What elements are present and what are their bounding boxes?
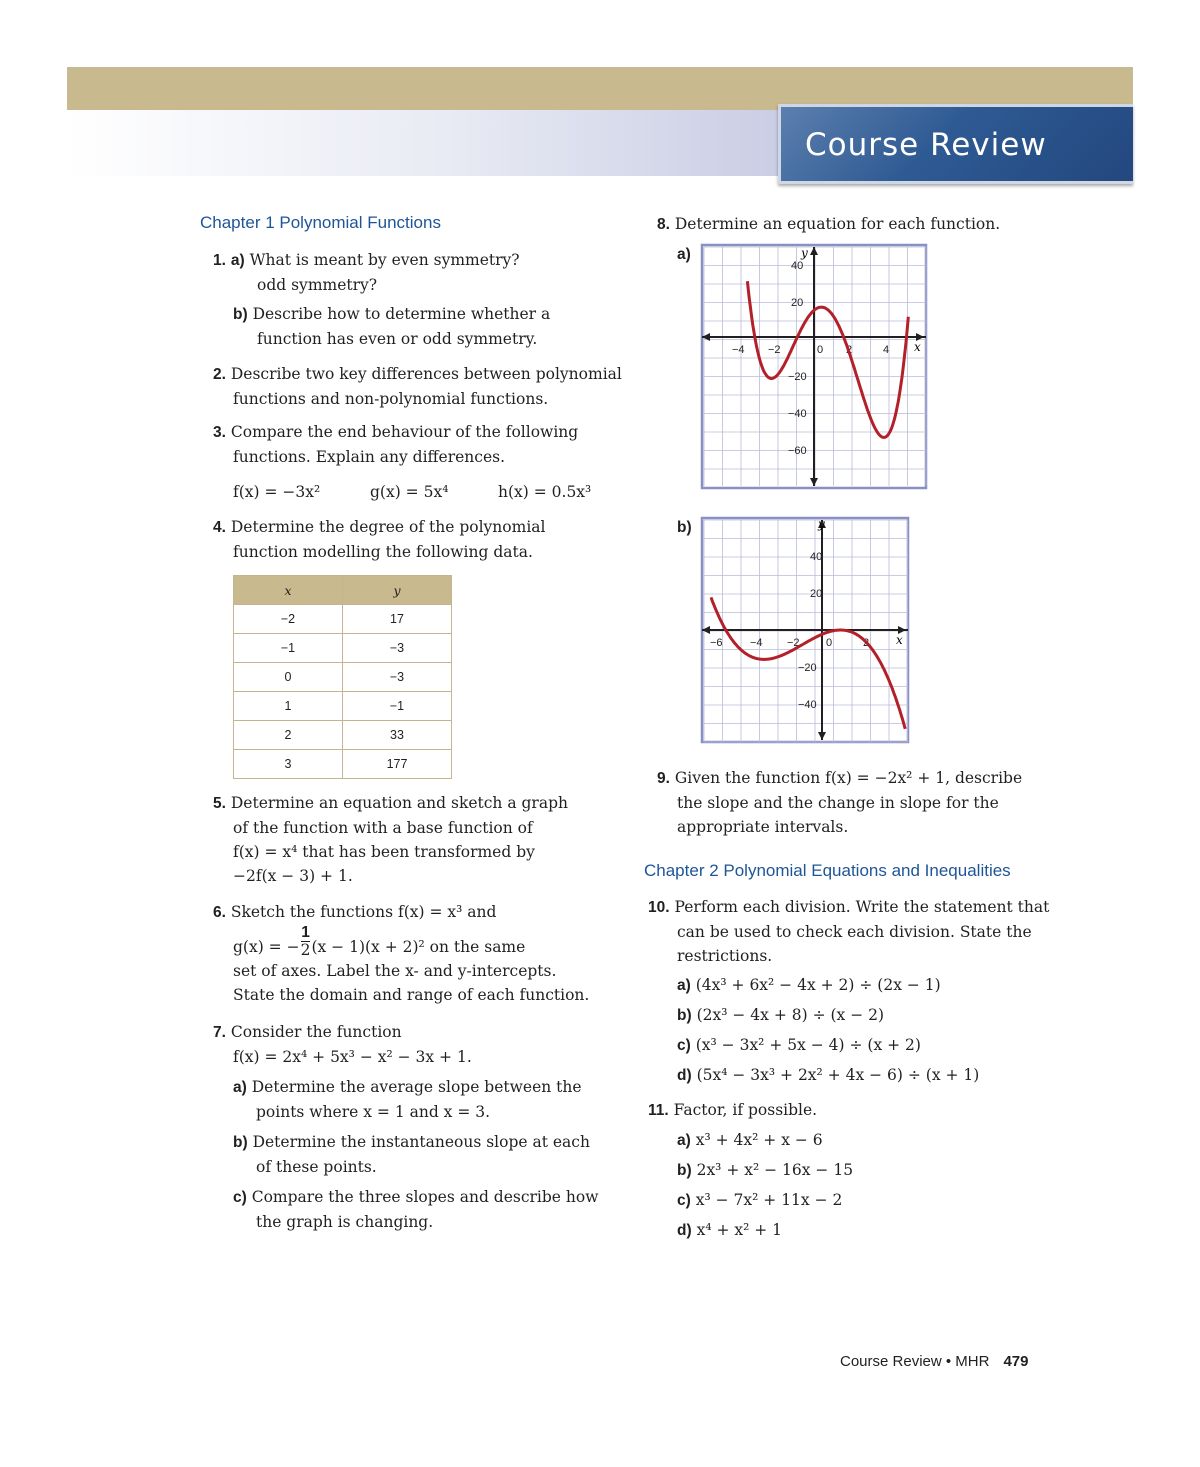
question-7: 7. Consider the function f(x) = 2x⁴ + 5x³ − x² − 3x + 1. a) Determine the average slope between the points where x = 1 and x = 3. b) Determine the instantaneous slope at each of these points. c) Compare the three slopes and describe how the graph is changing.	[213, 1023, 599, 1231]
table-cell: −2	[234, 605, 343, 634]
gb-xtick: 0	[826, 637, 833, 649]
q3-f: f(x) = −3x²	[233, 483, 321, 501]
ga-ytick: 20	[791, 297, 804, 309]
table-row	[234, 634, 452, 663]
table-cell: 2	[234, 721, 343, 750]
table-row	[234, 663, 452, 692]
page-number: 479	[1003, 1353, 1029, 1370]
gb-ytick: −20	[798, 662, 817, 674]
graph-a	[700, 243, 928, 490]
gb-xtick: −4	[750, 637, 763, 649]
table-header-row	[234, 576, 452, 605]
table-row	[234, 692, 452, 721]
table-cell: 33	[343, 721, 452, 750]
ga-ytick: 40	[791, 260, 804, 272]
table-cell: −1	[343, 692, 452, 721]
ga-xtick: −2	[768, 344, 781, 356]
table-cell: 177	[343, 750, 452, 779]
ga-ytick: −60	[788, 445, 807, 457]
course-review-banner	[778, 104, 1133, 184]
gb-xtick: 2	[863, 637, 870, 649]
page-footer	[840, 1353, 1028, 1370]
q8-a-label: a)	[677, 246, 691, 263]
ga-xtick: 0	[817, 344, 824, 356]
q3-h: h(x) = 0.5x³	[498, 483, 592, 501]
table-cell: 3	[234, 750, 343, 779]
chapter2-heading: Chapter 2 Polynomial Equations and Inequalities	[644, 861, 1011, 880]
q8-b-label: b)	[677, 519, 692, 536]
ga-xtick: 2	[846, 344, 853, 356]
gb-x-label: x	[896, 633, 903, 647]
question-2: 2. Describe two key differences between polynomial functions and non-polynomial functions.	[213, 365, 622, 408]
gb-ytick: 40	[810, 551, 823, 563]
chapter1-heading: Chapter 1 Polynomial Functions	[200, 213, 441, 232]
question-1: 1. a) What is meant by even symmetry? odd symmetry? b) Describe how to determine whether a function has even or odd symmetry.	[213, 251, 551, 348]
ga-ytick: −20	[788, 371, 807, 383]
data-table	[233, 575, 452, 779]
ga-xtick: −4	[732, 344, 745, 356]
ga-y-label: y	[801, 246, 808, 260]
ga-xtick: 4	[883, 344, 890, 356]
question-10: 10. Perform each division. Write the statement that can be used to check each division. State the restrictions. a) (4x³ + 6x² − 4x + 2) ÷ (2x − 1) b) (2x³ − 4x + 8) ÷ (x − 2) c) (x³ − 3x² + 5x − 4) ÷ (x + 2) d) (5x⁴ − 3x³ + 2x² + 4x − 6) ÷ (x + 1)	[648, 898, 1050, 1084]
ga-x-label: x	[914, 340, 921, 354]
q3-g: g(x) = 5x⁴	[370, 483, 449, 501]
page-title: Course Review	[805, 127, 1047, 163]
footer-text: Course Review • MHR	[840, 1353, 990, 1370]
gb-xtick: −6	[710, 637, 723, 649]
table-header-x: x	[234, 576, 343, 605]
question-6: 6. Sketch the functions f(x) = x³ and g(x) = − $\frac{1}{2}$ (x − 1)(x + 2)² on the same set of axes. Label the x- and y-intercepts. State the domain and range of each function.	[213, 903, 590, 1004]
question-8: 8. Determine an equation for each function.	[657, 215, 1001, 233]
table-row	[234, 750, 452, 779]
question-11: 11. Factor, if possible. a) x³ + 4x² + x − 6 b) 2x³ + x² − 16x − 15 c) x³ − 7x² + 11x − 2 d) x⁴ + x² + 1	[648, 1101, 854, 1239]
gb-ytick: −40	[798, 699, 817, 711]
question-4: 4. Determine the degree of the polynomial function modelling the following data.	[213, 518, 546, 561]
table-cell: 0	[234, 663, 343, 692]
table-cell: 17	[343, 605, 452, 634]
question-3: 3. Compare the end behaviour of the following functions. Explain any differences.	[213, 423, 579, 466]
table-cell: −1	[234, 634, 343, 663]
ga-ytick: −40	[788, 408, 807, 420]
gb-ytick: 20	[810, 588, 823, 600]
question-9: 9. Given the function f(x) = −2x² + 1, describe the slope and the change in slope for the appropriate intervals.	[657, 769, 1023, 836]
table-cell: −3	[343, 663, 452, 692]
table-header-y: y	[343, 576, 452, 605]
table-row	[234, 721, 452, 750]
table-cell: 1	[234, 692, 343, 721]
gb-y-label: y	[818, 517, 825, 531]
table-cell: −3	[343, 634, 452, 663]
gb-xtick: −2	[787, 637, 800, 649]
question-5: 5. Determine an equation and sketch a graph of the function with a base function of f(x) = x⁴ that has been transformed by −2f(x − 3) + 1.	[213, 794, 568, 885]
table-row	[234, 605, 452, 634]
graph-b	[700, 516, 910, 744]
